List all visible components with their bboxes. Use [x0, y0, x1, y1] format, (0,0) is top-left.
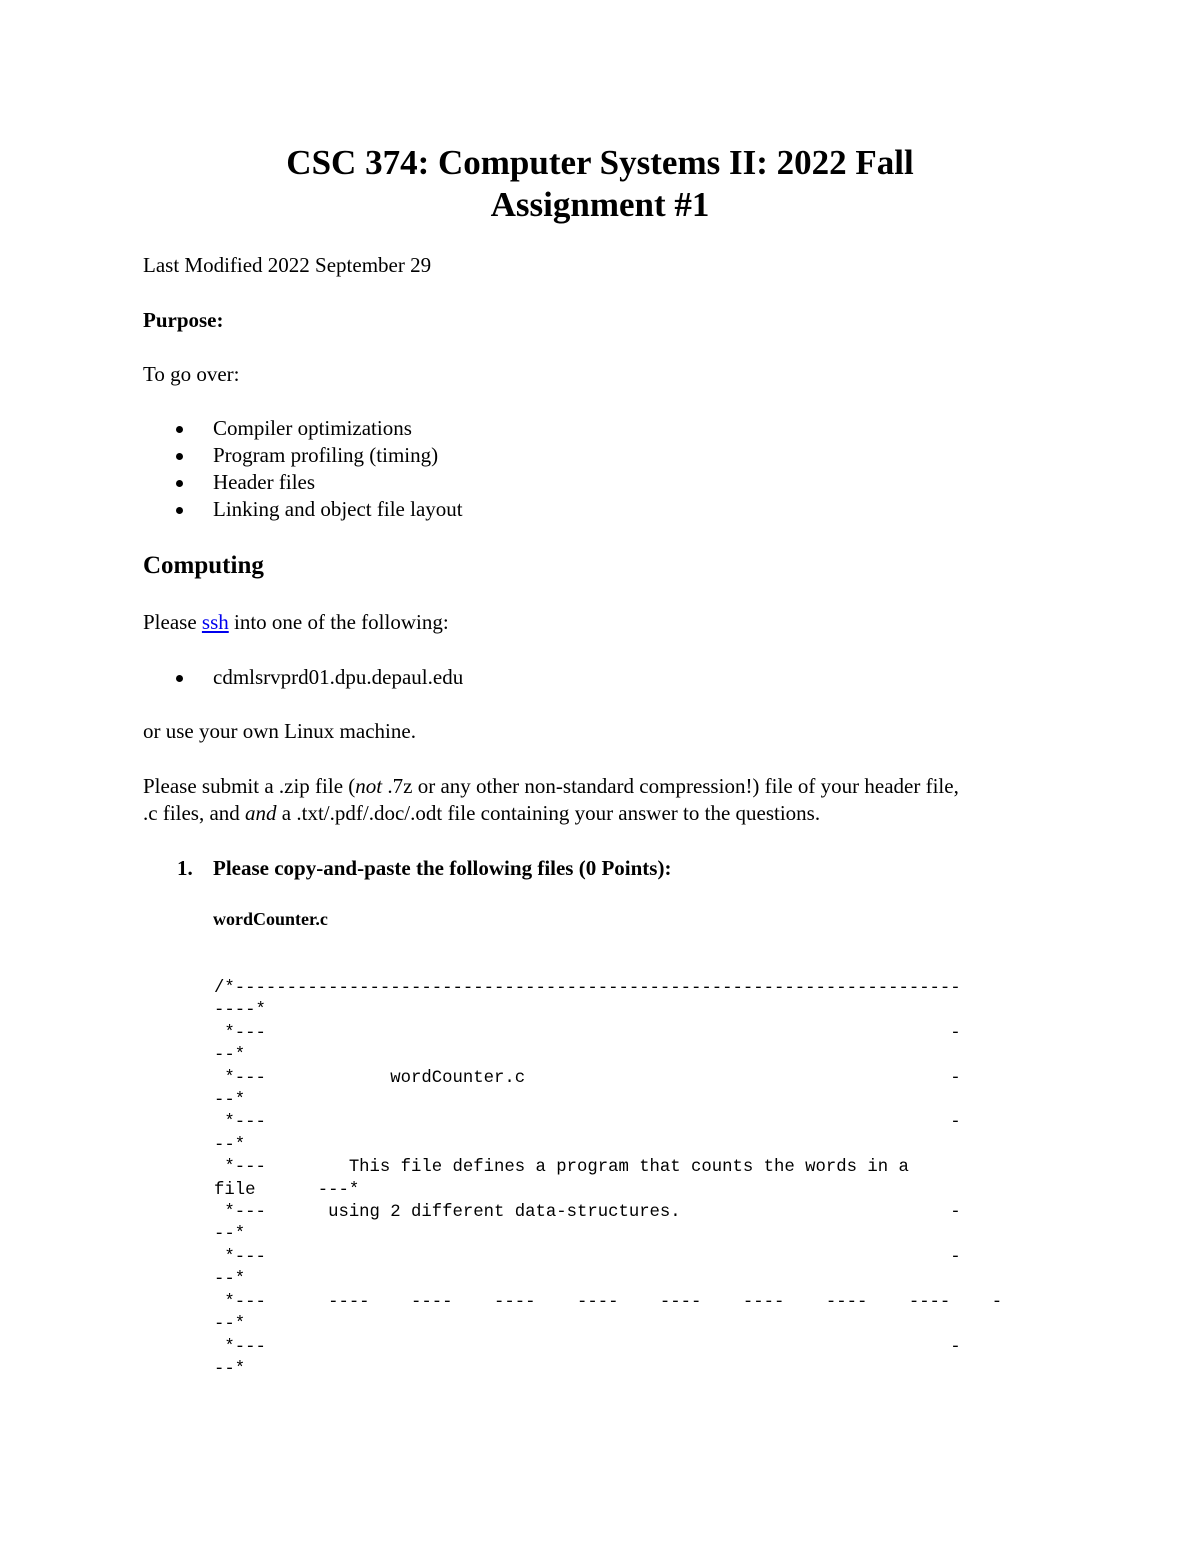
- submit-text-3: .c files, and: [143, 801, 246, 825]
- code-line: /*----------------------------------------------------------------------: [214, 979, 961, 998]
- code-line: *--- wordCounter.c -: [214, 1068, 961, 1088]
- title-line-2: Assignment #1: [490, 185, 710, 224]
- code-line: *--- -: [214, 1023, 961, 1043]
- list-item: Linking and object file layout: [143, 496, 463, 523]
- submit-emphasis-not: not: [355, 774, 383, 798]
- code-line: --*: [214, 1091, 246, 1111]
- code-line: --*: [214, 1270, 246, 1290]
- submit-text-2: .7z or any other non-standard compression!) file of your header file,: [382, 774, 959, 798]
- code-line: --*: [214, 1135, 246, 1155]
- question-text: Please copy-and-paste the following files (0 Points):: [213, 856, 672, 880]
- question-number: 1.: [177, 856, 193, 880]
- code-line: --*: [214, 1225, 246, 1245]
- code-line: file ---*: [214, 1180, 360, 1200]
- ssh-paragraph: [143, 609, 449, 636]
- code-line: --*: [214, 1046, 246, 1066]
- list-item: Program profiling (timing): [143, 442, 463, 469]
- code-line: *--- This file defines a program that counts the words in a: [214, 1158, 909, 1178]
- code-line: *--- -: [214, 1337, 961, 1357]
- ssh-prefix: Please: [143, 610, 202, 634]
- own-machine-text: or use your own Linux machine.: [143, 719, 416, 743]
- code-line: *--- ---- ---- ---- ---- ---- ---- ---- ---- -: [214, 1292, 1003, 1312]
- document-title: [0, 142, 1200, 226]
- submit-text-1: Please submit a .zip file (: [143, 774, 356, 798]
- purpose-heading: Purpose:: [143, 308, 224, 332]
- submit-text-4: a .txt/.pdf/.doc/.odt file containing your answer to the questions.: [276, 801, 821, 825]
- code-line: *--- using 2 different data-structures. -: [214, 1203, 961, 1223]
- purpose-list: [143, 415, 463, 523]
- host-list: [143, 664, 463, 691]
- list-item: Compiler optimizations: [143, 415, 463, 442]
- code-listing: [214, 978, 1002, 1381]
- question-1: [143, 855, 671, 882]
- submit-emphasis-and: and: [245, 801, 277, 825]
- code-line: *--- -: [214, 1247, 961, 1267]
- code-line: ----*: [214, 1001, 266, 1021]
- code-line: --*: [214, 1359, 246, 1379]
- file-name-label: wordCounter.c: [213, 909, 328, 929]
- code-line: --*: [214, 1315, 246, 1335]
- submit-instructions: [143, 773, 959, 827]
- last-modified: Last Modified 2022 September 29: [143, 253, 432, 277]
- ssh-suffix: into one of the following:: [228, 610, 449, 634]
- list-item: Header files: [143, 469, 463, 496]
- ssh-link[interactable]: ssh: [201, 610, 229, 634]
- computing-heading: Computing: [143, 552, 264, 579]
- purpose-intro: To go over:: [143, 362, 240, 386]
- code-line: *--- -: [214, 1113, 961, 1133]
- host-item: cdmlsrvprd01.dpu.depaul.edu: [143, 664, 463, 691]
- title-line-1: CSC 374: Computer Systems II: 2022 Fall: [286, 143, 914, 182]
